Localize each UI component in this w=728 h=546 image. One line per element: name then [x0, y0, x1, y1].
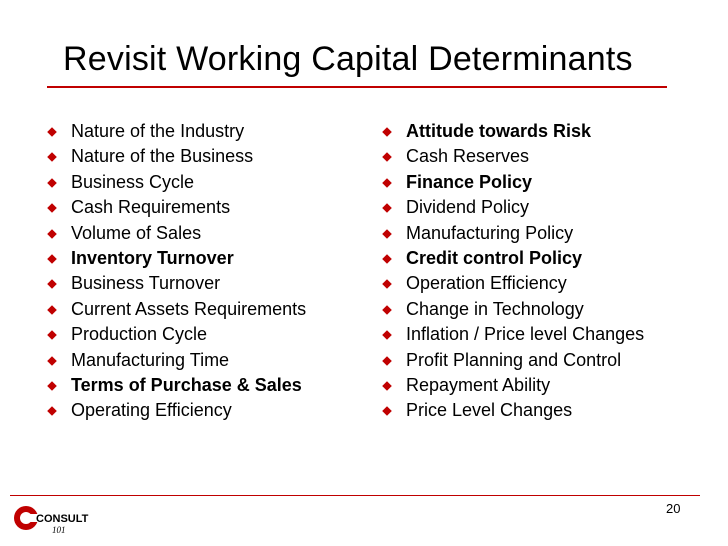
list-item-text: Price Level Changes: [406, 400, 573, 421]
list-item: [48, 146, 368, 171]
list-item: [48, 172, 368, 197]
bullet-icon: [47, 381, 57, 391]
list-item-text: Current Assets Requirements: [71, 298, 307, 319]
bullet-icon: [47, 280, 57, 290]
list-item: [383, 146, 723, 171]
list-item: [383, 324, 723, 349]
list-item-text: Manufacturing Policy: [406, 222, 574, 243]
list-item-text: Production Cycle: [71, 324, 208, 345]
bullet-icon: [382, 356, 392, 366]
list-item: [48, 375, 368, 400]
list-item: [383, 375, 723, 400]
bullet-icon: [47, 178, 57, 188]
list-item: [48, 299, 368, 324]
list-item-text: Dividend Policy: [406, 197, 530, 218]
list-item: [383, 299, 723, 324]
list-item: [48, 324, 368, 349]
list-item-text: Finance Policy: [406, 171, 533, 192]
bullet-icon: [382, 254, 392, 264]
list-item-text: Nature of the Industry: [71, 121, 245, 141]
consult-101-logo-icon: [12, 500, 92, 540]
list-item-text: Credit control Policy: [406, 247, 583, 268]
bullet-icon: [47, 330, 57, 340]
bullet-icon: [47, 406, 57, 416]
list-item: [48, 248, 368, 273]
bullet-icon: [47, 203, 57, 213]
logo-subtext: 101: [52, 525, 66, 535]
list-item: [48, 350, 368, 375]
list-item-text: Cash Requirements: [71, 197, 231, 218]
list-item: [383, 197, 723, 222]
bullet-icon: [47, 153, 57, 163]
list-item-text: Operation Efficiency: [406, 273, 567, 294]
list-item-text: Repayment Ability: [406, 374, 551, 395]
list-item: [48, 273, 368, 298]
logo-text: CONSULT: [36, 513, 89, 525]
list-item-text: Profit Planning and Control: [406, 349, 622, 370]
list-item: [383, 223, 723, 248]
bullet-icon: [382, 178, 392, 188]
list-item: [48, 400, 368, 425]
bullet-icon: [382, 305, 392, 315]
list-item: [48, 197, 368, 222]
list-item-text: Manufacturing Time: [71, 349, 230, 370]
bullet-icon: [47, 254, 57, 264]
bullet-icon: [382, 280, 392, 290]
bullet-icon: [47, 356, 57, 366]
list-item-text: Inventory Turnover: [71, 247, 234, 268]
list-item-text: Business Turnover: [71, 273, 221, 294]
list-item-text: Business Cycle: [71, 171, 195, 192]
list-item: [383, 121, 723, 146]
bullet-icon: [382, 229, 392, 239]
list-item-text: Terms of Purchase & Sales: [71, 374, 302, 395]
bullet-icon: [382, 330, 392, 340]
left-bullet-list: [48, 121, 368, 426]
bullet-icon: [382, 381, 392, 391]
list-item-text: Change in Technology: [406, 298, 584, 319]
list-item-text: Inflation / Price level Changes: [406, 324, 645, 345]
bullet-icon: [382, 406, 392, 416]
bullet-icon: [47, 305, 57, 315]
list-item: [383, 172, 723, 197]
bullet-icon: [47, 229, 57, 239]
page-number: 20: [666, 501, 681, 516]
list-item-text: Cash Reserves: [406, 146, 530, 167]
list-item-text: Operating Efficiency: [71, 400, 232, 421]
right-bullet-list: [383, 121, 723, 426]
list-item: [383, 248, 723, 273]
list-item-text: Nature of the Business: [71, 146, 254, 167]
bullet-icon: [382, 127, 392, 137]
title-divider: [47, 86, 667, 88]
list-item-text: Attitude towards Risk: [406, 121, 592, 141]
list-item: [383, 350, 723, 375]
slide-title: Revisit Working Capital Determinants: [63, 40, 633, 78]
list-item-text: Volume of Sales: [71, 222, 202, 243]
bullet-icon: [382, 153, 392, 163]
bullet-icon: [47, 127, 57, 137]
list-item: [48, 223, 368, 248]
list-item: [48, 121, 368, 146]
list-item: [383, 273, 723, 298]
footer-divider: [10, 495, 700, 496]
bullet-icon: [382, 203, 392, 213]
list-item: [383, 400, 723, 425]
